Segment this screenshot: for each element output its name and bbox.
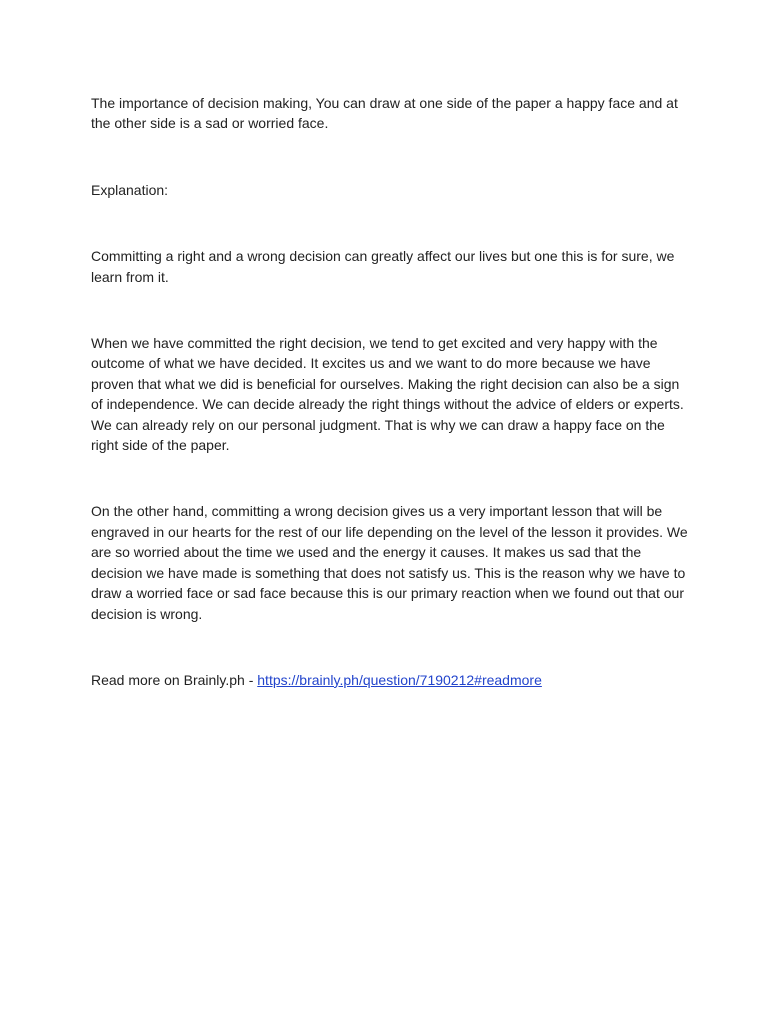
document-page bbox=[91, 93, 691, 690]
explanation-heading: Explanation: bbox=[91, 181, 169, 198]
read-more-prefix: Read more on Brainly.ph - bbox=[91, 671, 258, 688]
read-more-line bbox=[91, 670, 691, 690]
read-more-link[interactable]: https://brainly.ph/question/7190212#readmore bbox=[257, 671, 542, 688]
paragraph-right-decision: When we have committed the right decision, we tend to get excited and very happy with the outcome of what we have decided. It excites us and we want to do more because we have proven that what we did is beneficial for ourselves. Making the right decision can also be a sign of independence. We can decide already the right things without the advice of elders or experts. We can already rely on our personal judgment. That is why we can draw a happy face on the right side of the paper. bbox=[91, 335, 684, 454]
intro-paragraph: The importance of decision making, You can draw at one side of the paper a happy face and at the other side is a sad or worried face. bbox=[91, 95, 678, 132]
paragraph-learning: Committing a right and a wrong decision can greatly affect our lives but one this is for sure, we learn from it. bbox=[91, 248, 675, 285]
paragraph-wrong-decision: On the other hand, committing a wrong decision gives us a very important lesson that will be engraved in our hearts for the rest of our life depending on the level of the lesson it provides. We are so worried about the time we used and the energy it causes. It makes us sad that the decision we have made is something that does not satisfy us. This is the reason why we have to draw a worried face or sad face because this is our primary reaction when we found out that our decision is wrong. bbox=[91, 503, 688, 622]
